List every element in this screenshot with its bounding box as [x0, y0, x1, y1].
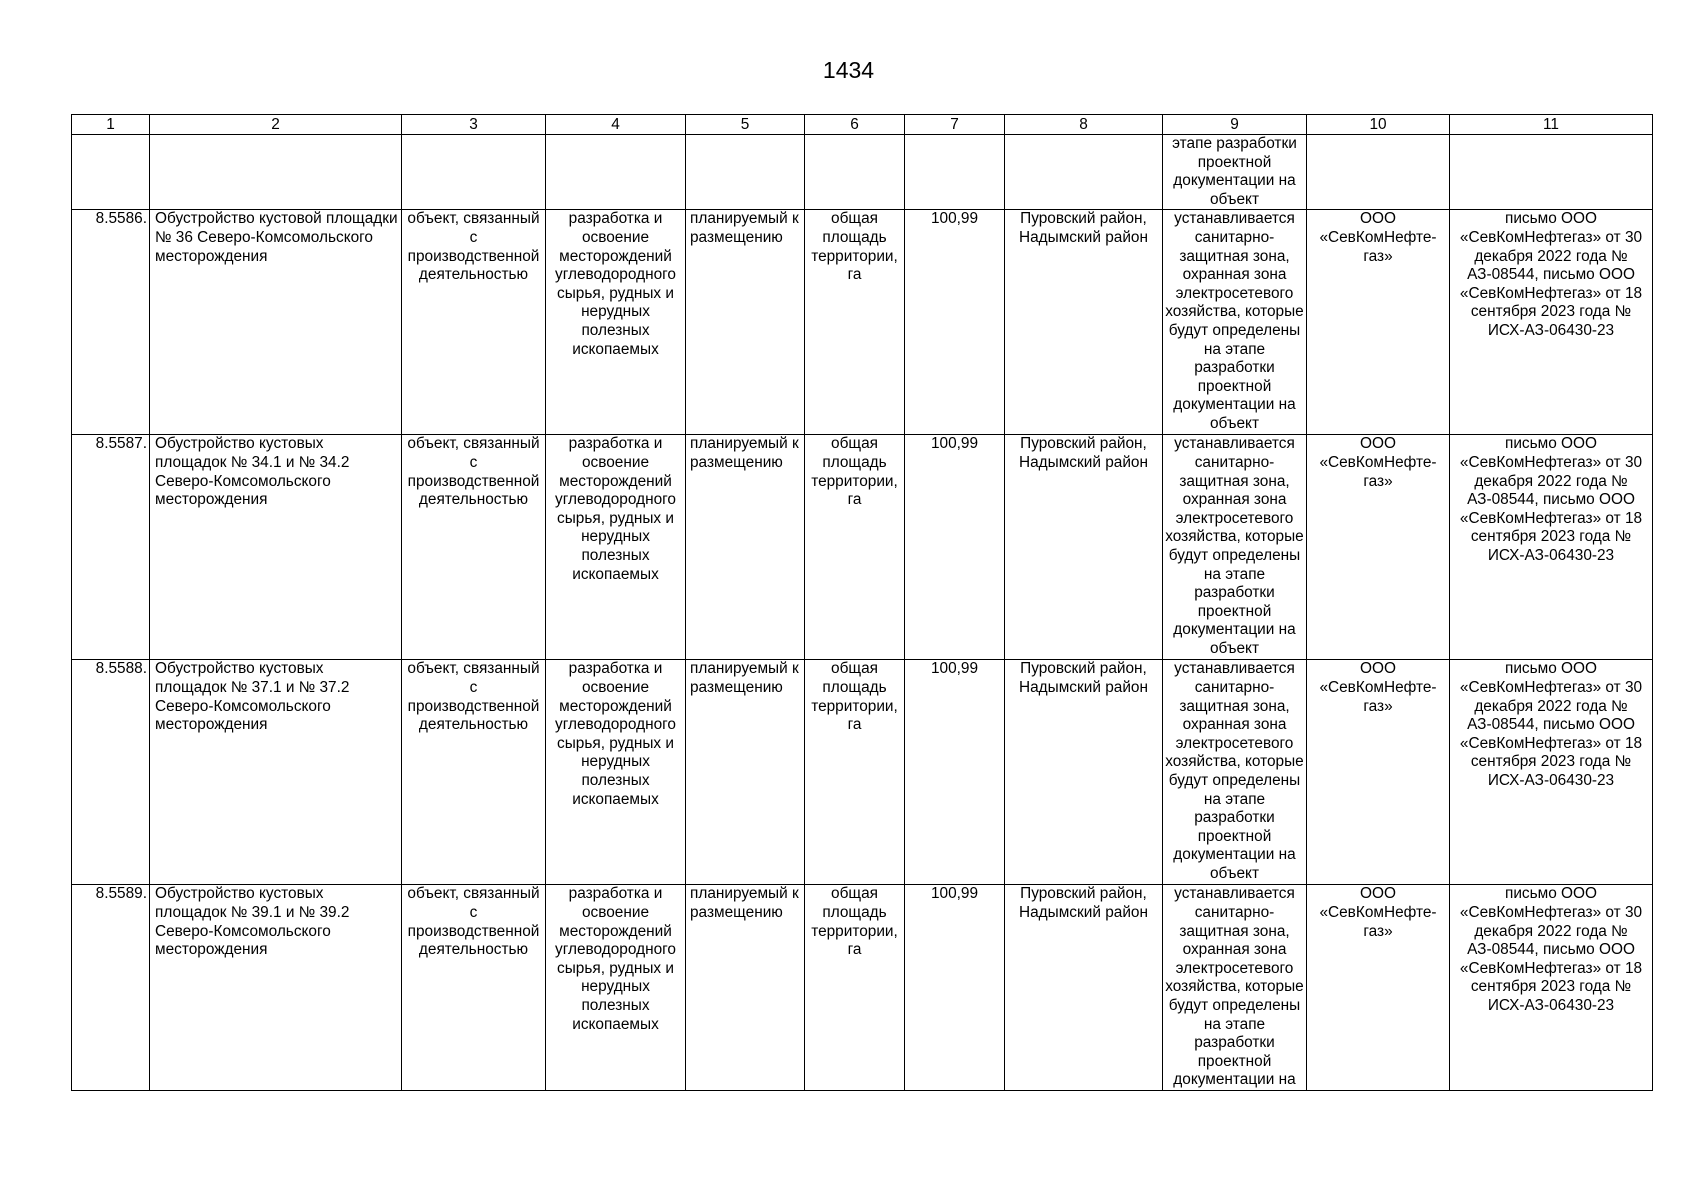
object-status: планируемый к размещению: [686, 210, 805, 435]
object-name: Обустройство кустовых площадок № 34.1 и № 34.2 Северо-Комсомольского месторождения: [150, 435, 402, 660]
zone-cell: устанавливается санитарно-защитная зона, охранная зона электросетевого хозяйства, которые будут определены на этапе разработки проектной документации на объект: [1163, 210, 1307, 435]
zone-cell: устанавливается санитарно-защитная зона, охранная зона электросетевого хозяйства, которые будут определены на этапе разработки проектной документации на: [1163, 885, 1307, 1091]
area-value: 100,99: [905, 210, 1005, 435]
table-row: [72, 885, 1653, 1091]
column-header: 11: [1450, 115, 1653, 135]
object-name: Обустройство кустовой площадки № 36 Северо-Комсомольского месторождения: [150, 210, 402, 435]
object-status: планируемый к размещению: [686, 885, 805, 1091]
object-type: объект, связанный с производственной деятельностью: [402, 885, 546, 1091]
column-header: 5: [686, 115, 805, 135]
object-status: планируемый к размещению: [686, 435, 805, 660]
column-header: 4: [546, 115, 686, 135]
object-name: Обустройство кустовых площадок № 37.1 и № 37.2 Северо-Комсомольского месторождения: [150, 660, 402, 885]
characteristic: общая площадь территории, га: [805, 660, 905, 885]
table-cell: [686, 135, 805, 210]
basis-letter: письмо ООО «СевКомНефтегаз» от 30 декабря 2022 года № АЗ-08544, письмо ООО «СевКомНефтегаз» от 18 сентября 2023 года № ИСХ-АЗ-06430-23: [1450, 660, 1653, 885]
object-purpose: разработка и освоение месторождений углеводородного сырья, рудных и нерудных полезных ископаемых: [546, 435, 686, 660]
location: Пуровский район, Надымский район: [1005, 885, 1163, 1091]
organization: ООО «СевКомНефте-газ»: [1307, 660, 1450, 885]
header-row: [72, 115, 1653, 135]
zone-cell: этапе разработки проектной документации на объект: [1163, 135, 1307, 210]
page-number: 1434: [822, 57, 875, 83]
area-value: 100,99: [905, 660, 1005, 885]
column-header: 2: [150, 115, 402, 135]
object-purpose: разработка и освоение месторождений углеводородного сырья, рудных и нерудных полезных ископаемых: [546, 210, 686, 435]
zone-cell: устанавливается санитарно-защитная зона, охранная зона электросетевого хозяйства, которые будут определены на этапе разработки проектной документации на объект: [1163, 435, 1307, 660]
location: Пуровский район, Надымский район: [1005, 435, 1163, 660]
zone-cell: устанавливается санитарно-защитная зона, охранная зона электросетевого хозяйства, которые будут определены на этапе разработки проектной документации на объект: [1163, 660, 1307, 885]
row-number: 8.5587.: [72, 435, 150, 660]
table-cell: [905, 135, 1005, 210]
characteristic: общая площадь территории, га: [805, 435, 905, 660]
table-cell: [402, 135, 546, 210]
object-type: объект, связанный с производственной деятельностью: [402, 435, 546, 660]
table-cell: [805, 135, 905, 210]
column-header: 8: [1005, 115, 1163, 135]
table-cell: [1005, 135, 1163, 210]
table-cell: [150, 135, 402, 210]
basis-letter: письмо ООО «СевКомНефтегаз» от 30 декабря 2022 года № АЗ-08544, письмо ООО «СевКомНефтегаз» от 18 сентября 2023 года № ИСХ-АЗ-06430-23: [1450, 885, 1653, 1091]
object-type: объект, связанный с производственной деятельностью: [402, 210, 546, 435]
column-header: 3: [402, 115, 546, 135]
row-number: 8.5589.: [72, 885, 150, 1091]
basis-letter: письмо ООО «СевКомНефтегаз» от 30 декабря 2022 года № АЗ-08544, письмо ООО «СевКомНефтегаз» от 18 сентября 2023 года № ИСХ-АЗ-06430-23: [1450, 210, 1653, 435]
object-type: объект, связанный с производственной деятельностью: [402, 660, 546, 885]
row-number: 8.5586.: [72, 210, 150, 435]
table-cell: [1307, 135, 1450, 210]
column-header: 6: [805, 115, 905, 135]
object-name: Обустройство кустовых площадок № 39.1 и № 39.2 Северо-Комсомольского месторождения: [150, 885, 402, 1091]
characteristic: общая площадь территории, га: [805, 885, 905, 1091]
area-value: 100,99: [905, 885, 1005, 1091]
table-row: [72, 660, 1653, 885]
area-value: 100,99: [905, 435, 1005, 660]
characteristic: общая площадь территории, га: [805, 210, 905, 435]
column-header: 10: [1307, 115, 1450, 135]
column-header: 9: [1163, 115, 1307, 135]
registry-table: [71, 114, 1653, 1091]
object-purpose: разработка и освоение месторождений углеводородного сырья, рудных и нерудных полезных ископаемых: [546, 885, 686, 1091]
table-cell: [1450, 135, 1653, 210]
row-number: 8.5588.: [72, 660, 150, 885]
continuation-row: [72, 135, 1653, 210]
table-row: [72, 435, 1653, 660]
location: Пуровский район, Надымский район: [1005, 210, 1163, 435]
location: Пуровский район, Надымский район: [1005, 660, 1163, 885]
table-cell: [72, 135, 150, 210]
object-status: планируемый к размещению: [686, 660, 805, 885]
basis-letter: письмо ООО «СевКомНефтегаз» от 30 декабря 2022 года № АЗ-08544, письмо ООО «СевКомНефтегаз» от 18 сентября 2023 года № ИСХ-АЗ-06430-23: [1450, 435, 1653, 660]
object-purpose: разработка и освоение месторождений углеводородного сырья, рудных и нерудных полезных ископаемых: [546, 660, 686, 885]
table-row: [72, 210, 1653, 435]
column-header: 1: [72, 115, 150, 135]
organization: ООО «СевКомНефте-газ»: [1307, 885, 1450, 1091]
table-cell: [546, 135, 686, 210]
organization: ООО «СевКомНефте-газ»: [1307, 210, 1450, 435]
organization: ООО «СевКомНефте-газ»: [1307, 435, 1450, 660]
column-header: 7: [905, 115, 1005, 135]
